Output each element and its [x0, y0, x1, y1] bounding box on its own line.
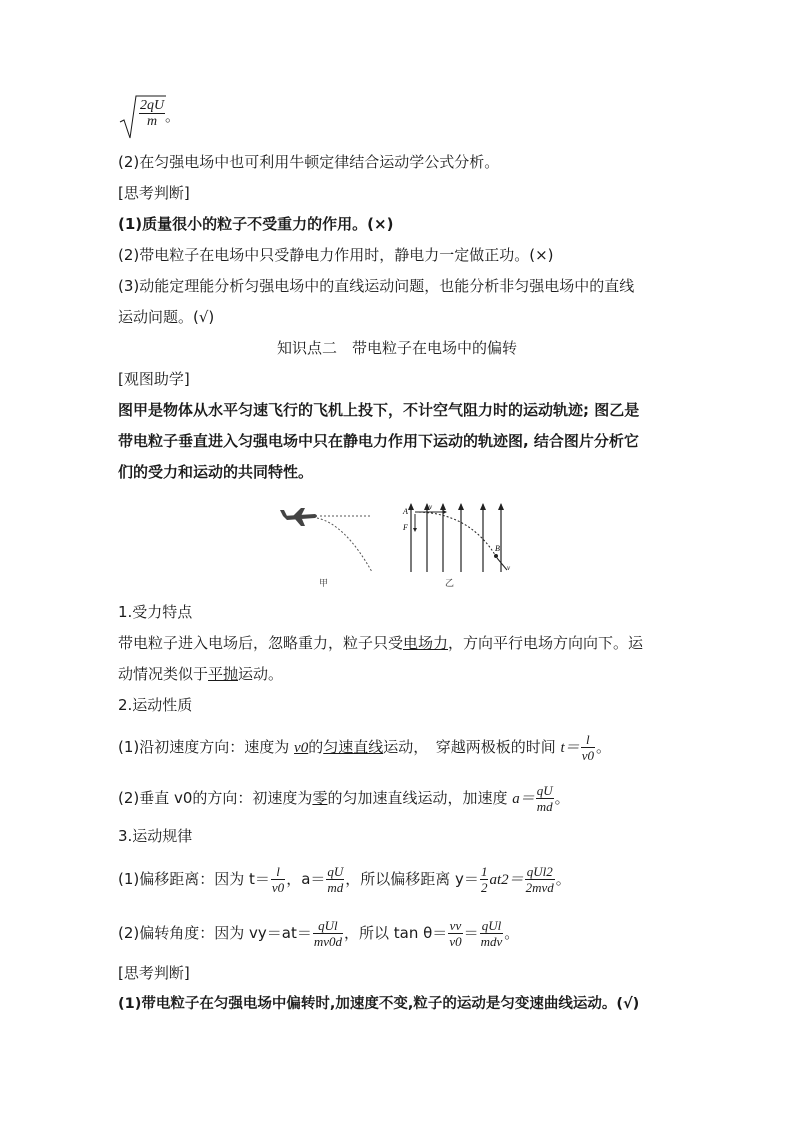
- fraction: $\frac{l}{v0}$: [271, 864, 285, 895]
- label-v-top: v: [429, 503, 433, 511]
- underlined-answer: 电场力: [403, 634, 449, 652]
- judge-item-cont: 运动问题。(√): [118, 308, 215, 326]
- formula-line: (1)沿初速度方向：速度为 v0的匀速直线运动， 穿越两极板的时间 t＝ $\frac{l}{v0}$ 。: [118, 732, 611, 763]
- section-title: 1.受力特点: [118, 603, 193, 621]
- judge-item: (1)带电粒子在匀强电场中偏转时,加速度不变,粒子的运动是匀变速曲线运动。(√): [118, 996, 640, 1012]
- section-heading: 知识点二 带电粒子在电场中的偏转: [276, 339, 517, 357]
- figure: [275, 500, 525, 590]
- text-line: (2)在匀强电场中也可利用牛顿定律结合运动学公式分析。: [118, 153, 500, 171]
- figure-svg: [275, 500, 525, 590]
- judge-item: (2)带电粒子在电场中只受静电力作用时，静电力一定做正功。(×): [118, 246, 554, 264]
- underlined-answer: 匀速直线: [323, 738, 384, 756]
- underlined-answer: v0: [294, 740, 309, 756]
- judge-item: (3)动能定理能分析匀强电场中的直线运动问题，也能分析非匀强电场中的直线: [118, 277, 635, 295]
- fraction: $\frac{l}{v0}$: [581, 732, 594, 763]
- label-jia: 甲: [319, 579, 329, 589]
- formula-line: (2)偏转角度：因为 vy＝at＝ $\frac{\text{qUl}}{mv0d}$ ，所以 tan θ＝ $\frac{vv}{v0}$ ＝ $\frac{\text{qUl}}{\text{mdv}}$ 。: [118, 918, 520, 949]
- sqrt-fraction: $\frac{2qU}{m}$: [140, 98, 165, 129]
- paragraph-line: 图甲是物体从水平匀速飞行的飞机上投下，不计空气阻力时的运动轨迹; 图乙是: [118, 401, 640, 419]
- section-title: 2.运动性质: [118, 696, 193, 714]
- fraction: $\frac{vv}{v0}$: [449, 918, 462, 949]
- think-judge-heading: [思考判断]: [118, 964, 190, 982]
- judge-item: (1)质量很小的粒子不受重力的作用。(×): [118, 215, 394, 233]
- label-v-bottom: v: [507, 564, 511, 572]
- label-yi: 乙: [445, 579, 455, 589]
- paragraph-line: 们的受力和运动的共同特性。: [118, 463, 314, 481]
- fraction: $\frac{\text{qUl2}}{\text{2mvd}}$: [525, 864, 554, 895]
- fraction: $\frac{qU}{md}$: [327, 864, 344, 895]
- label-F: F: [403, 523, 408, 532]
- think-judge-heading: [思考判断]: [118, 184, 190, 202]
- paragraph-line: 带电粒子垂直进入匀强电场中只在静电力作用下运动的轨迹图, 结合图片分析它: [118, 432, 639, 450]
- label-B: B: [495, 544, 500, 553]
- field-lines: [411, 504, 501, 572]
- observe-heading: [观图助学]: [118, 370, 190, 388]
- label-A: A: [403, 507, 408, 516]
- field-arrows: [408, 503, 504, 510]
- airplane-icon: [280, 508, 317, 526]
- fraction: $\frac{qU}{md}$: [536, 783, 553, 814]
- formula-line: (1)偏移距离：因为 t＝ $\frac{l}{v0}$ ，a＝ $\frac{qU}{md}$ ，所以偏移距离 y＝ $\frac{1}{2}$ at2＝ $\frac{\text{qUl2}}{\text{2mvd}}$ 。: [118, 864, 571, 895]
- velocity-arrow-bottom: [497, 558, 507, 570]
- fraction: $\frac{\text{qUl}}{\text{mdv}}$: [480, 918, 503, 949]
- fraction: $\frac{\text{qUl}}{mv0d}$: [313, 918, 343, 949]
- underlined-answer: 平抛: [208, 665, 239, 683]
- paragraph-line: 带电粒子进入电场后，忽略重力，粒子只受电场力，方向平行电场方向向下。运: [118, 634, 644, 652]
- section-title: 3.运动规律: [118, 827, 193, 845]
- formula-line: (2)垂直 v0的方向：初速度为零的匀加速直线运动，加速度 a＝ $\frac{qU}{md}$ 。: [118, 783, 570, 814]
- paragraph-line: 动情况类似于平抛运动。: [118, 665, 284, 683]
- underlined-answer: 零: [312, 789, 328, 807]
- fraction: $\frac{1}{2}$: [480, 864, 488, 895]
- plane-trajectory: [317, 518, 372, 572]
